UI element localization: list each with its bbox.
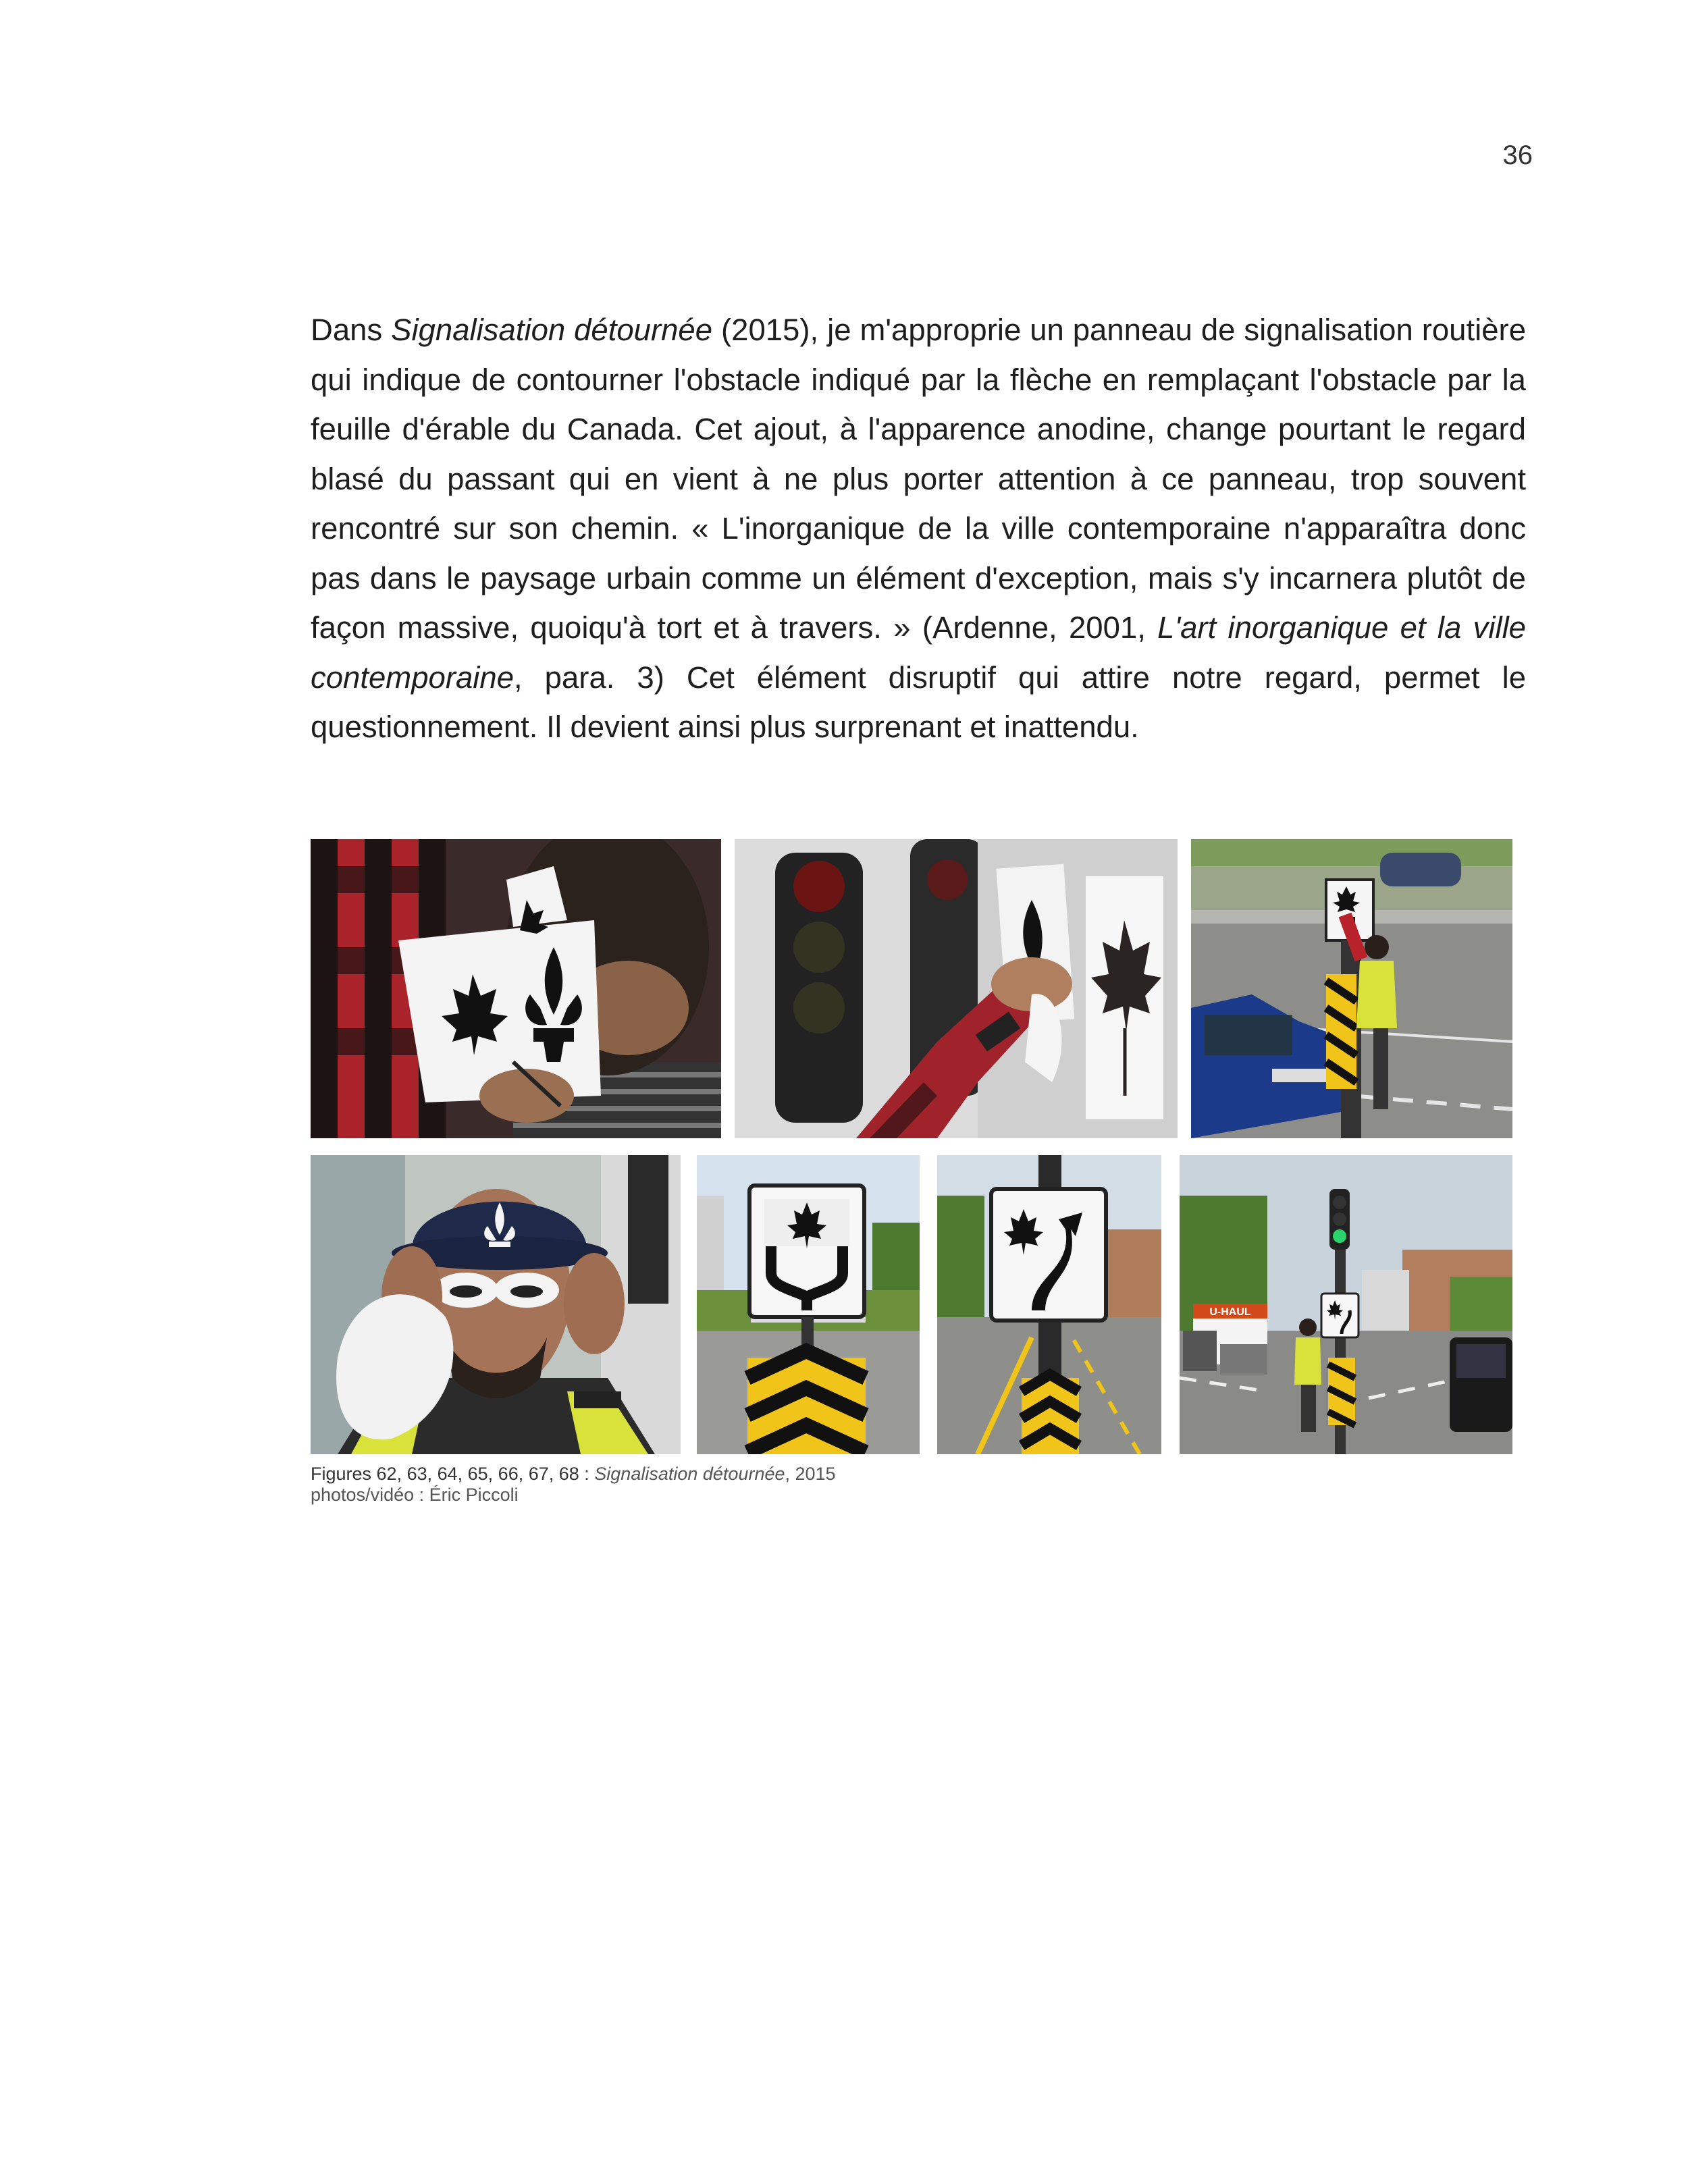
artwork-title: Signalisation détournée [391, 313, 713, 347]
paragraph-text-1: Dans [311, 313, 392, 347]
citation-title: L'art inorganique et la ville contemporaine [311, 610, 1526, 695]
page-number: 36 [1502, 140, 1533, 170]
photo-figure-66-sign-split [697, 1155, 920, 1454]
paragraph-text-2: (2015), je m'approprie un panneau de signalisation routière qui indique de contourner l'obstacle indiqué par la flèche en remplaçant l'obstacle par la feuille d'érable du Canada. Cet ajout, à l'apparence anodine, change pourtant le regard blasé du passant qui en vient à ne plus porter attention à ce panneau, trop souvent rencontré sur son chemin. « L'inorganique de la ville contemporaine n'apparaîtra donc pas dans le paysage urbain comme un élément d'exception, mais s'y incarnera plutôt de façon massive, quoiqu'à tort et à travers. » (Ardenne, 2001, [311, 313, 1526, 645]
photo-credit: photos/vidéo : Éric Piccoli [311, 1485, 519, 1505]
photo-figure-68-street-scene [1180, 1155, 1512, 1454]
body-paragraph [311, 305, 1526, 752]
caption-line [311, 1464, 1256, 1485]
photo-figure-67-sign-keep-right [937, 1155, 1161, 1454]
figure-numbers: Figures 62, 63, 64, 65, 66, 67, 68 : [311, 1464, 595, 1484]
photo-figure-62-cutting-stencil [311, 839, 721, 1138]
photo-figure-64-installing-sign [1191, 839, 1512, 1138]
photo-figure-65-portrait-glasses [311, 1155, 681, 1454]
paragraph-text-3: , para. 3) Cet élément disruptif qui attire notre regard, permet le questionnement. Il devient ainsi plus surprenant et inattendu. [311, 660, 1526, 744]
figure-caption [311, 1464, 1256, 1506]
photo-figure-63-pasting-sticker [735, 839, 1178, 1138]
truck-label: U-HAUL [1209, 1306, 1251, 1318]
figure-year: , 2015 [785, 1464, 836, 1484]
figure-title: Signalisation détournée [594, 1464, 785, 1484]
